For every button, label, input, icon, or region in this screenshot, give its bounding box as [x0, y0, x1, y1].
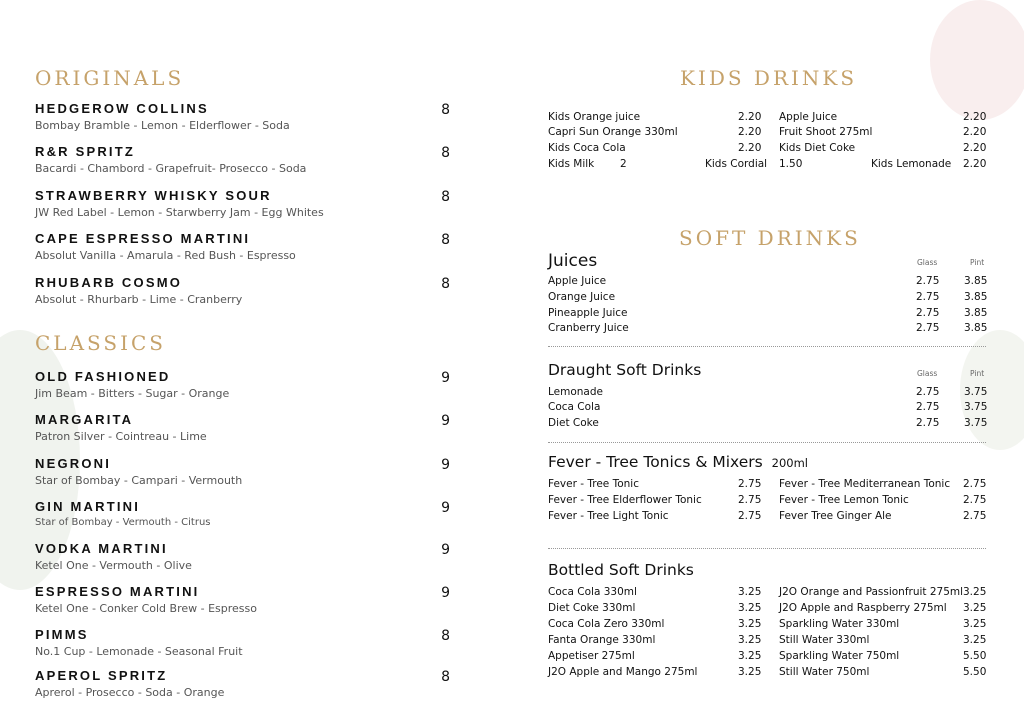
kids-drinks-heading: KIDS DRINKS [680, 66, 858, 90]
item-description: Star of Bombay - Campari - Vermouth [35, 474, 243, 487]
item-name: CAPE ESPRESSO MARTINI [35, 231, 251, 246]
kids-item-name: Kids Milk [548, 158, 595, 170]
item-name: ESPRESSO MARTINI [35, 584, 200, 599]
item-description: Patron Silver - Cointreau - Lime [35, 430, 207, 443]
tonic-name: Fever - Tree Mediterranean Tonic [779, 478, 951, 490]
bottled-name: J2O Apple and Raspberry 275ml [779, 602, 947, 614]
bottled-price: 3.25 [738, 618, 762, 630]
item-price: 8 [441, 276, 450, 292]
menu-item [35, 499, 455, 528]
item-description: Aprerol - Prosecco - Soda - Orange [35, 686, 225, 699]
tonic-price: 2.75 [963, 510, 987, 522]
menu-item [35, 188, 455, 219]
juice-name: Pineapple Juice [548, 307, 628, 319]
draught-name: Diet Coke [548, 417, 599, 429]
item-price: 8 [441, 189, 450, 205]
dotted-divider [548, 548, 986, 549]
tonic-name: Fever - Tree Lemon Tonic [779, 494, 909, 506]
bottled-name: J2O Apple and Mango 275ml [548, 666, 698, 678]
juice-glass-price: 2.75 [916, 275, 940, 287]
juice-name: Cranberry Juice [548, 322, 629, 334]
dotted-divider [548, 346, 986, 347]
bottled-name: Coca Cola Zero 330ml [548, 618, 665, 630]
bottled-price: 3.25 [963, 618, 987, 630]
item-description: Ketel One - Conker Cold Brew - Espresso [35, 602, 257, 615]
kids-item-name: Fruit Shoot 275ml [779, 126, 873, 138]
bottled-name: Sparkling Water 750ml [779, 650, 900, 662]
pint-column-header: Pint [970, 369, 985, 378]
item-price: 9 [441, 370, 450, 386]
menu-item [35, 541, 455, 572]
soft-drinks-heading: SOFT DRINKS [679, 226, 861, 250]
tonic-price: 2.75 [963, 478, 987, 490]
bottled-name: Diet Coke 330ml [548, 602, 636, 614]
fever-tree-heading [548, 453, 808, 471]
tonic-name: Fever Tree Ginger Ale [779, 510, 892, 522]
bottled-heading: Bottled Soft Drinks [548, 561, 694, 579]
tonic-price: 2.75 [738, 510, 762, 522]
bottled-price: 3.25 [738, 666, 762, 678]
item-description: Ketel One - Vermouth - Olive [35, 559, 192, 572]
tonic-price: 2.75 [738, 478, 762, 490]
bottled-price: 5.50 [963, 650, 987, 662]
menu-item [35, 412, 455, 443]
menu-item [35, 275, 455, 306]
bottled-name: Fanta Orange 330ml [548, 634, 656, 646]
kids-item-price: 2.20 [963, 111, 987, 123]
draught-glass-price: 2.75 [916, 386, 940, 398]
draught-heading: Draught Soft Drinks [548, 361, 702, 379]
menu-item [35, 144, 455, 175]
juice-name: Orange Juice [548, 291, 616, 303]
item-name: NEGRONI [35, 456, 112, 471]
item-price: 9 [441, 413, 450, 429]
kids-item-price: 2 [620, 158, 627, 170]
draught-name: Coca Cola [548, 401, 601, 413]
juice-name: Apple Juice [548, 275, 607, 287]
item-description: Star of Bombay - Vermouth - Citrus [35, 517, 211, 528]
kids-item-name: Kids Diet Coke [779, 142, 856, 154]
draught-pint-price: 3.75 [964, 386, 988, 398]
bottled-price: 3.25 [963, 586, 987, 598]
menu-item [35, 456, 455, 487]
kids-item-name: Kids Cordial [705, 158, 768, 170]
kids-item-price: 2.20 [738, 126, 762, 138]
draught-pint-price: 3.75 [964, 417, 988, 429]
bottled-price: 3.25 [738, 650, 762, 662]
draught-glass-price: 2.75 [916, 417, 940, 429]
item-description: Absolut Vanilla - Amarula - Red Bush - Espresso [35, 249, 296, 262]
item-price: 8 [441, 145, 450, 161]
tonic-price: 2.75 [738, 494, 762, 506]
kids-item-name: Kids Lemonade [871, 158, 952, 170]
item-name: R&R SPRITZ [35, 144, 135, 159]
bottled-price: 3.25 [963, 602, 987, 614]
item-price: 9 [441, 457, 450, 473]
fever-tree-title: Fever - Tree Tonics & Mixers [548, 453, 763, 471]
item-price: 9 [441, 542, 450, 558]
fever-tree-size: 200ml [771, 456, 808, 470]
item-price: 8 [441, 102, 450, 118]
item-name: HEDGEROW COLLINS [35, 101, 209, 116]
menu-item [35, 668, 455, 699]
bottled-name: J2O Orange and Passionfruit 275ml [779, 586, 964, 598]
pint-column-header: Pint [970, 258, 985, 267]
kids-item-price: 2.20 [963, 126, 987, 138]
juice-glass-price: 2.75 [916, 307, 940, 319]
juice-glass-price: 2.75 [916, 291, 940, 303]
tonic-name: Fever - Tree Elderflower Tonic [548, 494, 702, 506]
classics-heading: CLASSICS [35, 331, 166, 355]
item-name: MARGARITA [35, 412, 134, 427]
bottled-price: 3.25 [738, 602, 762, 614]
item-name: STRAWBERRY WHISKY SOUR [35, 188, 272, 203]
kids-item-price: 2.20 [963, 142, 987, 154]
item-name: GIN MARTINI [35, 499, 141, 514]
item-description: Bombay Bramble - Lemon - Elderflower - Soda [35, 119, 290, 132]
item-description: JW Red Label - Lemon - Starwberry Jam - Egg Whites [35, 206, 324, 219]
item-description: Bacardi - Chambord - Grapefruit- Prosecco - Soda [35, 162, 307, 175]
juice-pint-price: 3.85 [964, 275, 988, 287]
draught-name: Lemonade [548, 386, 603, 398]
bottled-name: Still Water 750ml [779, 666, 870, 678]
kids-item-price: 2.20 [963, 158, 987, 170]
menu-item [35, 231, 455, 262]
tonic-name: Fever - Tree Tonic [548, 478, 639, 490]
bottled-price: 3.25 [738, 634, 762, 646]
glass-column-header: Glass [917, 258, 938, 267]
menu-item [35, 369, 455, 400]
kids-item-price: 2.20 [738, 111, 762, 123]
item-name: VODKA MARTINI [35, 541, 168, 556]
item-name: APEROL SPRITZ [35, 668, 168, 683]
juices-heading: Juices [548, 251, 598, 271]
tonic-price: 2.75 [963, 494, 987, 506]
bottled-name: Still Water 330ml [779, 634, 870, 646]
kids-item-name: Kids Orange juice [548, 111, 641, 123]
juice-pint-price: 3.85 [964, 322, 988, 334]
item-price: 8 [441, 232, 450, 248]
item-description: Jim Beam - Bitters - Sugar - Orange [35, 387, 230, 400]
bottled-price: 3.25 [963, 634, 987, 646]
dotted-divider [548, 442, 986, 443]
menu-item [35, 101, 455, 132]
tonic-name: Fever - Tree Light Tonic [548, 510, 669, 522]
item-description: Absolut - Rhurbarb - Lime - Cranberry [35, 293, 243, 306]
glass-column-header: Glass [917, 369, 938, 378]
item-name: PIMMS [35, 627, 89, 642]
kids-item-name: Capri Sun Orange 330ml [548, 126, 678, 138]
juice-pint-price: 3.85 [964, 291, 988, 303]
draught-pint-price: 3.75 [964, 401, 988, 413]
bottled-name: Sparkling Water 330ml [779, 618, 900, 630]
bottled-name: Coca Cola 330ml [548, 586, 637, 598]
item-price: 9 [441, 585, 450, 601]
juice-glass-price: 2.75 [916, 322, 940, 334]
menu-item [35, 584, 455, 615]
menu-item [35, 627, 455, 658]
bottled-name: Appetiser 275ml [548, 650, 635, 662]
item-price: 8 [441, 669, 450, 685]
kids-item-price: 1.50 [779, 158, 803, 170]
originals-heading: ORIGINALS [35, 66, 185, 90]
item-description: No.1 Cup - Lemonade - Seasonal Fruit [35, 645, 243, 658]
background-decoration [930, 0, 1024, 120]
draught-glass-price: 2.75 [916, 401, 940, 413]
item-price: 8 [441, 628, 450, 644]
bottled-price: 3.25 [738, 586, 762, 598]
item-price: 9 [441, 500, 450, 516]
item-name: RHUBARB COSMO [35, 275, 183, 290]
kids-item-name: Apple Juice [779, 111, 838, 123]
bottled-price: 5.50 [963, 666, 987, 678]
kids-item-name: Kids Coca Cola [548, 142, 626, 154]
item-name: OLD FASHIONED [35, 369, 171, 384]
juice-pint-price: 3.85 [964, 307, 988, 319]
kids-item-price: 2.20 [738, 142, 762, 154]
